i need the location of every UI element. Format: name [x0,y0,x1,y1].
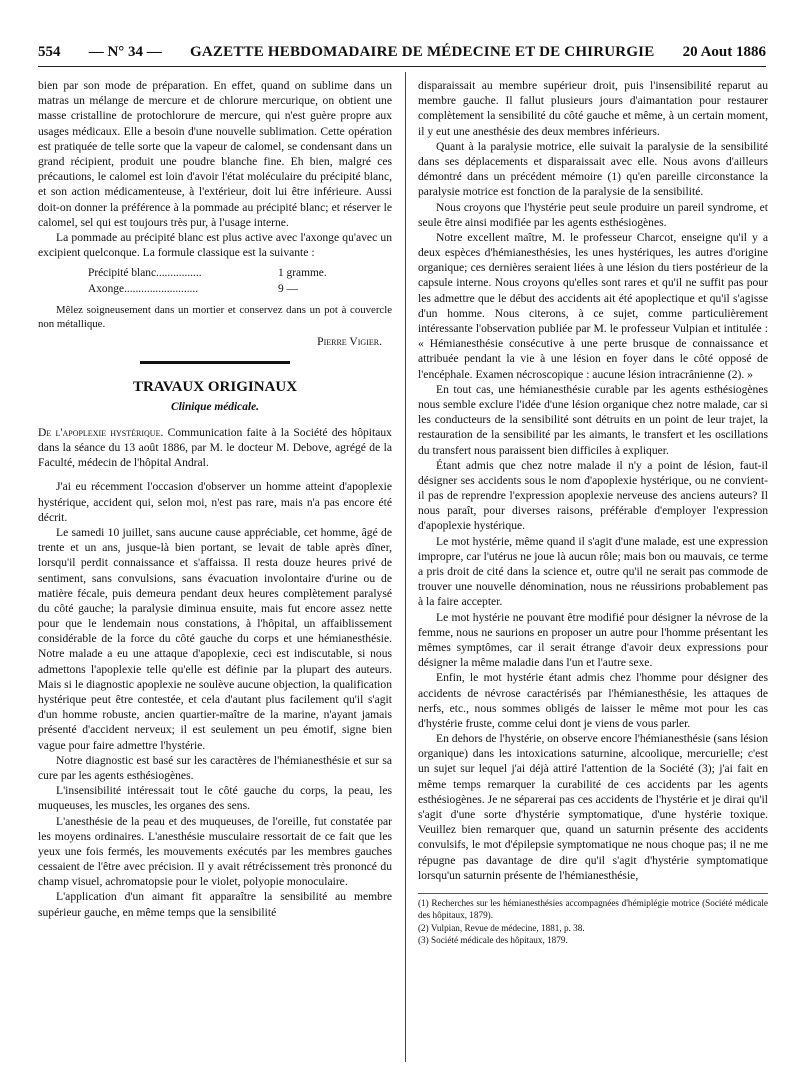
page-number: 554 [38,43,61,60]
section-subtitle: Clinique médicale. [171,400,259,413]
formula-row [88,266,348,281]
left-column [38,78,392,920]
footnote: (1) Recherches sur les hémianesthésies accompagnées d'hémiplégie motrice (Société médicale des hôpitaux, 1879). [418,897,768,921]
formula-row [88,282,348,297]
column-divider [405,72,406,1062]
formula-item: Précipité blanc................ [88,267,202,280]
paragraph: J'ai eu récemment l'occasion d'observer un homme atteint d'apoplexie hystérique, accident qui, selon moi, n'est pas rare, mais n'a pas encore été décrit. [38,480,392,524]
article-intro-text: Communication faite à la Société des hôpitaux dans la séance du 13 août 1886, par M. le docteur M. Debove, agrégé de la Faculté, médecin de l'hôpital Andral. [38,425,392,470]
paragraph: Enfin, le mot hystérie étant admis chez l'homme pour désigner des accidents de névrose caractérisés par l'hémianesthésie, les attaques de nerfs, etc., nous sommes obligés de laisser le même mot pour les cas d'hystérie fruste, comme celui dont je viens de vous parler. [418,671,768,730]
article-intro [38,425,392,471]
author-signature: Pierre Vigier. [317,335,382,349]
formula-quantity: 1 gramme. [278,267,327,280]
formula-item: Axonge.......................... [88,282,199,295]
paragraph: En dehors de l'hystérie, on observe encore l'hémianesthésie (sans lésion organique) dans les intoxications saturnine, alcoolique, mercurielle; c'est un sujet sur lequel j'ai déjà attiré l'attention de la Société (3); j'ai fait en même temps remarquer la curabilité de ces accidents par les agents esthésiogènes. Je ne séparerai pas ces accidents de l'hystérie et je dirai qu'il s'agit d'une sorte d'hystérie symptomatique, d'une hystérie toxique. Veuillez bien remarquer que, quand un saturnin présente des accidents convulsifs, le mot d'épilepsie symptomatique ne nous choque pas; il ne me répugne pas davantage de dire qu'il s'agit d'hystérie symptomatique lorsqu'un saturnin présente de l'hémianesthésie, [418,732,768,882]
issue-date: 20 Aout 1886 [682,43,766,60]
footnote: (3) Société médicale des hôpitaux, 1879. [418,935,568,946]
paragraph: L'application d'un aimant fit apparaître la sensibilité au membre supérieur gauche, en même temps que la sensibilité [38,890,392,919]
journal-title: GAZETTE HEBDOMADAIRE DE MÉDECINE ET DE CHIRURGIE [190,43,655,60]
formula-quantity: 9 — [278,282,298,295]
page-header [38,38,766,67]
section-divider [140,361,290,364]
paragraph: bien par son mode de préparation. En effet, quand on sublime dans un matras un mélange de mercure et de chlorure mercurique, on obtient une masse cristalline de protochlorure de mercure, qui n'est guère propre aux usages médicaux. Elle a besoin d'une nouvelle sublimation. Cette opération est pratiquée de telle sorte que la vapeur de calomel, se condensant dans un grand récipient, produit une poudre blanche fine. Eh bien, malgré ces précautions, le calomel est loin d'avoir l'état moléculaire du précipité blanc, et son action médicamenteuse, à l'extérieur, doit lui être inférieure. Aussi doit-on donner la préférence à la pommade au précipité blanc; et réserver le calomel, sel qui est toujours très pur, à l'usage interne. [38,79,392,229]
paragraph: Quant à la paralysie motrice, elle suivait la paralysie de la sensibilité dans ses déplacements et disparaissait avec elle. Nous avons d'ailleurs démontré dans un précédent mémoire (1) qu'en pareille circonstance la paralysie motrice est fonction de la paralysie de la sensibilité. [418,139,768,199]
paragraph: Le mot hystérie, même quand il s'agit d'une malade, est une expression impropre, car l'utérus ne joue là aucun rôle; mais bon ou mauvais, ce terme a pris droit de cité dans la science et, outre qu'il ne serait pas commode de trouver une nouvelle dénomination, nous ne réussirions probablement pas à la faire accepter. [418,534,768,609]
paragraph: L'insensibilité intéressait tout le côté gauche du corps, la peau, les muqueuses, les muscles, les organes des sens. [38,784,392,813]
formula [88,266,348,297]
article-title: De l'apoplexie hystérique. [38,425,164,439]
paragraph: La pommade au précipité blanc est plus active avec l'axonge qu'avec un excipient quelconque. La formule classique est la suivante : [38,230,392,260]
section-title: TRAVAUX ORIGINAUX [132,379,298,396]
issue-number: — N° 34 — [88,43,162,60]
paragraph: disparaissait au membre supérieur droit, puis l'insensibilité reparut au membre gauche. Il fallut plusieurs jours d'aimantation pour restaurer complètement la sensibilité du côté gauche et même, à un certain moment, il y eut une anesthésie des deux membres inférieurs. [418,79,768,138]
footnote: (2) Vulpian, Revue de médecine, 1881, p. 38. [418,922,585,933]
paragraph: Notre excellent maître, M. le professeur Charcot, enseigne qu'il y a deux espèces d'hémianesthésies, les unes hystériques, les autres d'origine organique; ces dernières seraient liées à une lésion du tiers postérieur de la capsule interne. Nous croyons qu'elles sont rares et qu'il ne suffit pas pour les admettre que le début des accidents ait été apoplectique et qu'il s'agisse d'un homme. Nous citerons, à ce sujet, comme particulièrement intéressante l'observation publiée par M. le professeur Vulpian et intitulée : « Hémianesthésie consécutive à une perte brusque de connaissance et attribuée pendant la vie à une lésion en foyer dans le côté opposé de l'encéphale. Examen nécroscopique : aucune lésion intracrânienne (2). » [418,230,768,381]
paragraph: Notre diagnostic est basé sur les caractères de l'hémianesthésie et sur sa cure par les agents esthésiogènes. [38,753,392,782]
paragraph: En tout cas, une hémianesthésie curable par les agents esthésiogènes nous semble exclure l'idée d'une lésion organique chez notre malade, car si les conducteurs de la sensibilité sont détruits en un point de leur trajet, la restauration de la sensibilité par les aimants, le transfert et les oscillations du transfert nous paraissent bien difficiles à expliquer. [418,382,768,457]
paragraph: L'anesthésie de la peau et des muqueuses, de l'oreille, fut constatée par les moyens ordinaires. L'anesthésie musculaire ressortait de ce fait que les yeux une fois fermés, les mouvements exécutés par les membres gauches cessaient de l'être avec précision. Il y avait rétrécissement très prononcé du champ visuel, achromatopsie pour le violet, polyopie monoculaire. [38,814,392,889]
paragraph: Le mot hystérie ne pouvant être modifié pour désigner la névrose de la femme, nous ne saurions en proposer un autre pour l'homme présentant les mêmes symptômes, car il serait étrange d'avoir deux expressions pour désigner la même maladie dans l'un et l'autre sexe. [418,610,768,670]
formula-instruction: Mêlez soigneusement dans un mortier et conservez dans un pot à couvercle non métallique. [38,304,392,331]
footnotes [418,893,768,947]
paragraph: Nous croyons que l'hystérie peut seule produire un pareil syndrome, et seule être ainsi modifiée par les agents esthésiogènes. [418,200,768,229]
paragraph: Le samedi 10 juillet, sans aucune cause appréciable, cet homme, âgé de trente et un ans, jusque-là bien portant, se levait de table après dîner, lorsqu'il perdit connaissance et s'affaissa. Il resta douze heures privé de sentiment, sans convulsions, sans évacuation involontaire d'urine ou de matière fécale, puis demeura pendant deux heures complètement paralysé du côté gauche; la paralysie diminua ensuite, mais fut encore assez nette pour que le lendemain nous constations, à l'hôpital, un affaiblissement considérable de la force du côté gauche du corps et une hémianesthésie. Notre malade a eu une attaque d'apoplexie, ceci est indiscutable, si nous admettons l'apoplexie telle qu'elle est définie par la plupart des auteurs. Mais si le diagnostic apoplexie ne soulève aucune objection, la qualification hystérique peut être contestée, et cela d'autant plus facilement qu'il s'agit d'un homme robuste, ancien quartier-maître de la marine, n'ayant jamais présenté d'accident nerveux; il est seulement un peu émotif, signe bien vague pour faire admettre l'hystérie. [38,525,392,752]
paragraph: Étant admis que chez notre malade il n'y a point de lésion, faut-il désigner ses accidents sous le nom d'apoplexie hystérique, ou ne convient-il pas de reprendre l'expression apoplexie nerveuse des anciens auteurs? Il nous paraît, pour diverses raisons, préférable d'employer l'expression d'apoplexie hystérique. [418,458,768,533]
right-column [418,78,768,947]
